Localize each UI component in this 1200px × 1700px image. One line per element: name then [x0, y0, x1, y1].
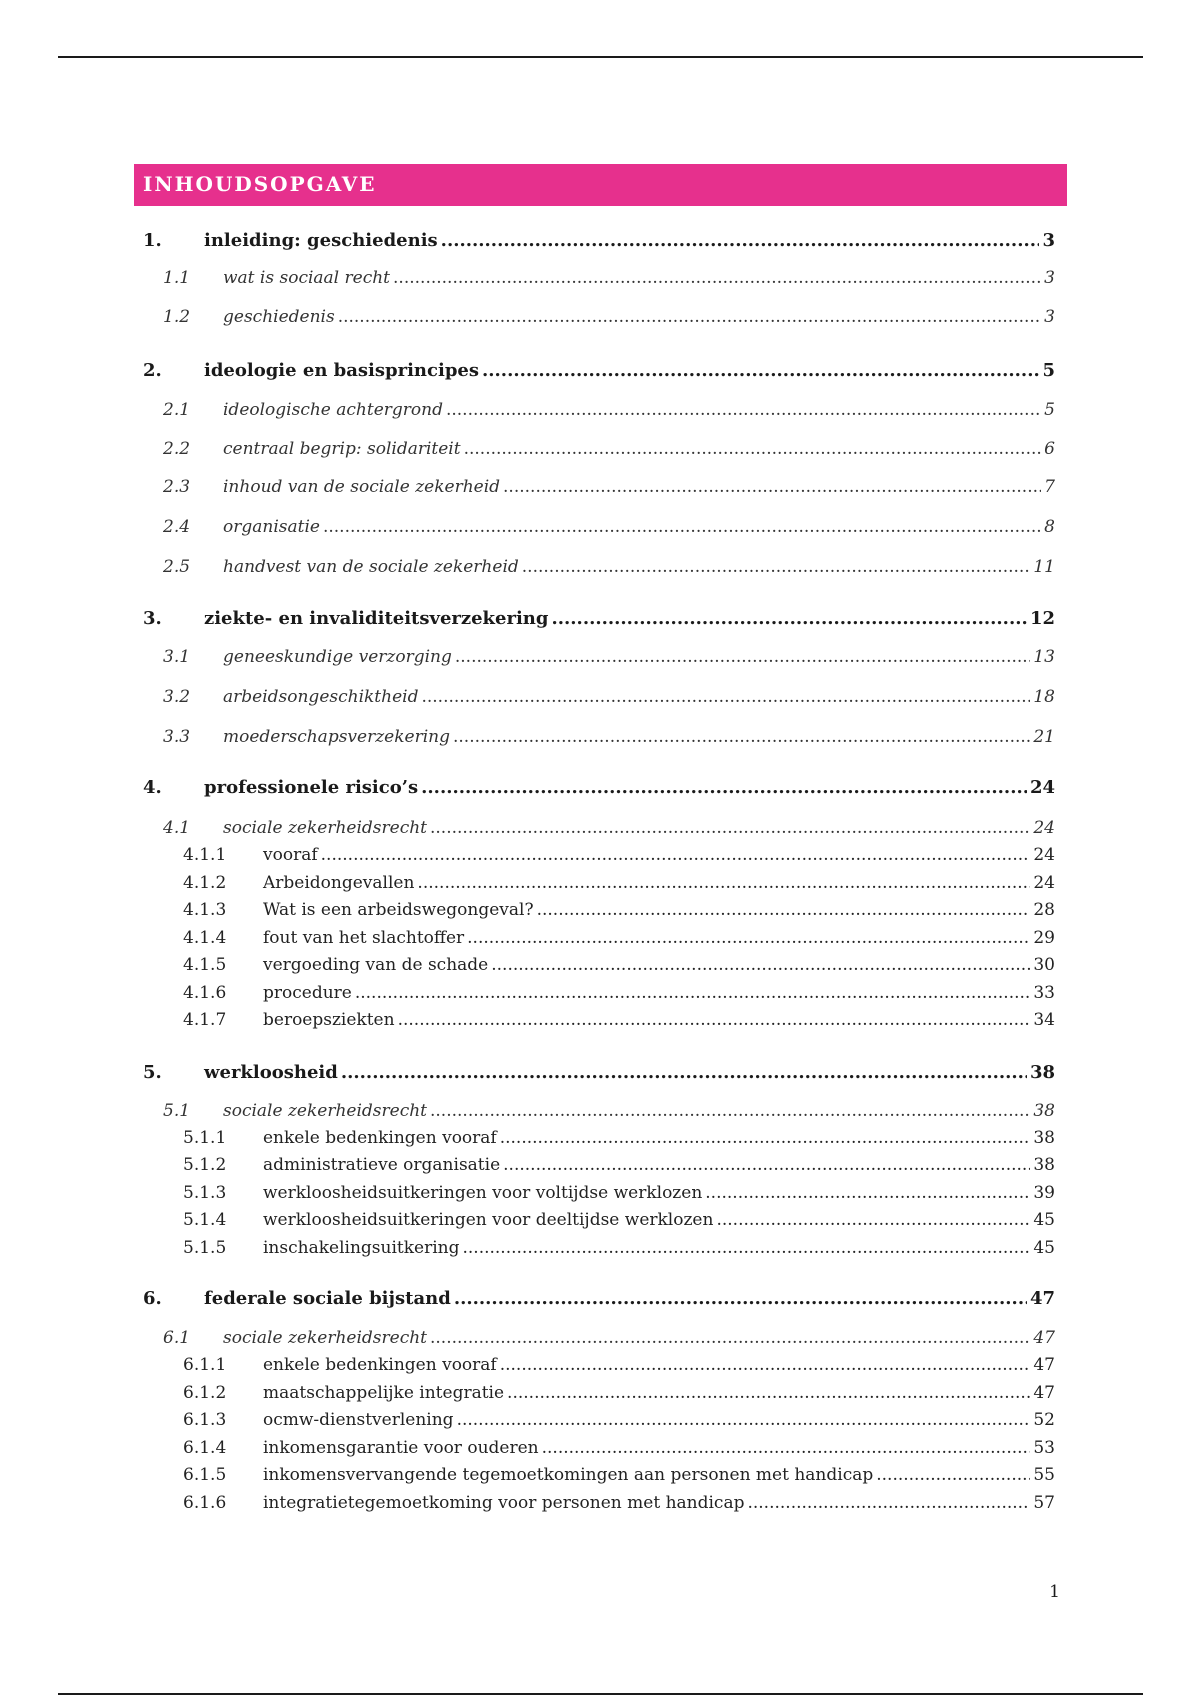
toc-entry-page: 39 — [1033, 1183, 1055, 1203]
toc-entry-title: inhoud van de sociale zekerheid — [223, 477, 501, 497]
toc-entry-level-2[interactable] — [163, 439, 1055, 463]
toc-entry-page: 6 — [1044, 439, 1055, 459]
toc-entry-number: 5.1.4 — [183, 1210, 227, 1230]
toc-entry-level-1[interactable] — [143, 230, 1055, 254]
toc-dot-leader — [457, 1410, 1031, 1430]
toc-entry-level-1[interactable] — [143, 360, 1055, 384]
toc-dot-leader — [464, 439, 1042, 459]
toc-entry-level-3[interactable] — [183, 1355, 1055, 1379]
toc-entry-page: 5 — [1044, 400, 1055, 420]
toc-entry-level-3[interactable] — [183, 845, 1055, 869]
toc-entry-level-3[interactable] — [183, 1493, 1055, 1517]
toc-entry-page: 34 — [1033, 1010, 1055, 1030]
toc-dot-leader — [430, 818, 1030, 838]
toc-entry-page: 47 — [1033, 1355, 1055, 1375]
page-title: INHOUDSOPGAVE — [143, 172, 377, 196]
toc-entry-number: 4.1.1 — [183, 845, 227, 865]
toc-entry-level-3[interactable] — [183, 1155, 1055, 1179]
toc-entry-page: 24 — [1029, 777, 1055, 798]
toc-entry-title: inleiding: geschiedenis — [204, 230, 438, 251]
toc-dot-leader — [500, 1355, 1031, 1375]
toc-entry-level-1[interactable] — [143, 1288, 1055, 1312]
toc-entry-title: fout van het slachtoffer — [263, 928, 465, 948]
toc-entry-number: 5. — [143, 1062, 162, 1083]
toc-entry-level-3[interactable] — [183, 1238, 1055, 1262]
toc-entry-title: federale sociale bijstand — [204, 1288, 451, 1309]
toc-entry-title: sociale zekerheidsrecht — [223, 1328, 427, 1348]
toc-entry-level-2[interactable] — [163, 727, 1055, 751]
toc-entry-number: 6.1.6 — [183, 1493, 227, 1513]
toc-entry-level-3[interactable] — [183, 983, 1055, 1007]
toc-dot-leader — [747, 1493, 1030, 1513]
toc-entry-number: 5.1.1 — [183, 1128, 227, 1148]
toc-dot-leader — [507, 1383, 1030, 1403]
toc-entry-number: 4.1.3 — [183, 900, 227, 920]
toc-entry-title: werkloosheidsuitkeringen voor deeltijdse werklozen — [263, 1210, 714, 1230]
toc-entry-title: sociale zekerheidsrecht — [223, 1101, 427, 1121]
toc-entry-page: 38 — [1029, 1062, 1055, 1083]
toc-dot-leader — [716, 1210, 1030, 1230]
toc-entry-title: inkomensgarantie voor ouderen — [263, 1438, 539, 1458]
toc-entry-number: 5.1.5 — [183, 1238, 227, 1258]
toc-entry-title: vooraf — [263, 845, 318, 865]
toc-entry-number: 3.2 — [163, 687, 191, 707]
toc-dot-leader — [503, 1155, 1030, 1175]
toc-entry-number: 6.1.2 — [183, 1383, 227, 1403]
toc-entry-page: 52 — [1033, 1410, 1055, 1430]
toc-dot-leader — [462, 1238, 1030, 1258]
toc-entry-number: 6.1.4 — [183, 1438, 227, 1458]
toc-entry-title: arbeidsongeschiktheid — [223, 687, 419, 707]
toc-dot-leader — [522, 557, 1031, 577]
toc-entry-number: 2.5 — [163, 557, 191, 577]
toc-entry-title: Wat is een arbeidswegongeval? — [263, 900, 534, 920]
toc-entry-level-2[interactable] — [163, 400, 1055, 424]
toc-entry-title: beroepsziekten — [263, 1010, 395, 1030]
toc-entry-level-2[interactable] — [163, 687, 1055, 711]
toc-entry-level-1[interactable] — [143, 1062, 1055, 1086]
toc-entry-title: professionele risico’s — [204, 777, 419, 798]
toc-entry-level-3[interactable] — [183, 928, 1055, 952]
toc-entry-title: inkomensvervangende tegemoetkomingen aan personen met handicap — [263, 1465, 874, 1485]
toc-entry-title: ideologische achtergrond — [223, 400, 443, 420]
toc-entry-page: 28 — [1033, 900, 1055, 920]
toc-entry-number: 4.1.6 — [183, 983, 227, 1003]
toc-dot-leader — [338, 307, 1041, 327]
toc-entry-page: 8 — [1044, 517, 1055, 537]
toc-entry-level-2[interactable] — [163, 1328, 1055, 1352]
toc-entry-title: wat is sociaal recht — [223, 268, 391, 288]
toc-entry-page: 24 — [1033, 845, 1055, 865]
toc-entry-level-2[interactable] — [163, 268, 1055, 292]
toc-entry-page: 33 — [1033, 983, 1055, 1003]
toc-entry-page: 30 — [1033, 955, 1055, 975]
toc-entry-page: 18 — [1033, 687, 1055, 707]
toc-entry-level-3[interactable] — [183, 1010, 1055, 1034]
toc-entry-number: 5.1 — [163, 1101, 191, 1121]
toc-entry-number: 6.1.1 — [183, 1355, 227, 1375]
toc-entry-number: 5.1.3 — [183, 1183, 227, 1203]
toc-entry-level-3[interactable] — [183, 1128, 1055, 1152]
toc-header-banner — [134, 164, 1067, 206]
toc-dot-leader — [453, 727, 1030, 747]
toc-entry-page: 3 — [1044, 268, 1055, 288]
top-rule — [58, 56, 1143, 58]
toc-entry-level-3[interactable] — [183, 873, 1055, 897]
toc-entry-title: vergoeding van de schade — [263, 955, 489, 975]
toc-entry-level-3[interactable] — [183, 1210, 1055, 1234]
toc-entry-level-3[interactable] — [183, 955, 1055, 979]
toc-entry-level-2[interactable] — [163, 1101, 1055, 1125]
toc-dot-leader — [323, 517, 1041, 537]
bottom-rule — [58, 1693, 1143, 1695]
toc-entry-number: 3.1 — [163, 647, 191, 667]
toc-entry-title: procedure — [263, 983, 352, 1003]
toc-entry-level-1[interactable] — [143, 608, 1055, 632]
toc-dot-leader — [876, 1465, 1030, 1485]
toc-entry-number: 3. — [143, 608, 162, 629]
toc-dot-leader — [421, 687, 1030, 707]
toc-entry-title: werkloosheid — [204, 1062, 338, 1083]
toc-dot-leader — [454, 1288, 1027, 1309]
toc-entry-page: 3 — [1044, 307, 1055, 327]
toc-entry-page: 47 — [1029, 1288, 1055, 1309]
toc-dot-leader — [393, 268, 1041, 288]
toc-dot-leader — [417, 873, 1030, 893]
toc-dot-leader — [467, 928, 1030, 948]
toc-entry-title: enkele bedenkingen vooraf — [263, 1128, 497, 1148]
toc-entry-number: 5.1.2 — [183, 1155, 227, 1175]
toc-entry-title: ziekte- en invaliditeitsverzekering — [204, 608, 549, 629]
toc-entry-page: 24 — [1033, 818, 1055, 838]
toc-entry-page: 21 — [1033, 727, 1055, 747]
toc-entry-level-1[interactable] — [143, 777, 1055, 801]
toc-entry-page: 45 — [1033, 1238, 1055, 1258]
toc-entry-number: 2.4 — [163, 517, 191, 537]
toc-entry-number: 4.1.7 — [183, 1010, 227, 1030]
toc-entry-page: 47 — [1033, 1328, 1055, 1348]
toc-entry-title: maatschappelijke integratie — [263, 1383, 505, 1403]
toc-entry-title: sociale zekerheidsrecht — [223, 818, 427, 838]
toc-dot-leader — [421, 777, 1027, 798]
toc-entry-title: organisatie — [223, 517, 320, 537]
toc-entry-title: ideologie en basisprincipes — [204, 360, 479, 381]
toc-entry-level-2[interactable] — [163, 647, 1055, 671]
toc-entry-page: 11 — [1033, 557, 1055, 577]
toc-dot-leader — [503, 477, 1041, 497]
toc-dot-leader — [542, 1438, 1031, 1458]
toc-dot-leader — [537, 900, 1031, 920]
toc-entry-level-3[interactable] — [183, 1410, 1055, 1434]
toc-dot-leader — [355, 983, 1031, 1003]
toc-entry-number: 1. — [143, 230, 162, 251]
toc-entry-level-2[interactable] — [163, 477, 1055, 501]
toc-entry-page: 12 — [1029, 608, 1055, 629]
toc-entry-title: inschakelingsuitkering — [263, 1238, 460, 1258]
toc-entry-number: 4.1.4 — [183, 928, 227, 948]
toc-entry-page: 24 — [1033, 873, 1055, 893]
toc-entry-page: 5 — [1042, 360, 1055, 381]
toc-dot-leader — [341, 1062, 1027, 1083]
toc-entry-page: 38 — [1033, 1101, 1055, 1121]
toc-entry-number: 6.1.5 — [183, 1465, 227, 1485]
toc-entry-level-3[interactable] — [183, 1438, 1055, 1462]
toc-entry-number: 2. — [143, 360, 162, 381]
toc-dot-leader — [705, 1183, 1030, 1203]
toc-entry-number: 1.2 — [163, 307, 191, 327]
toc-entry-title: handvest van de sociale zekerheid — [223, 557, 519, 577]
toc-dot-leader — [430, 1101, 1030, 1121]
toc-entry-number: 1.1 — [163, 268, 191, 288]
toc-entry-number: 3.3 — [163, 727, 191, 747]
toc-entry-page: 55 — [1033, 1465, 1055, 1485]
toc-entry-number: 4. — [143, 777, 162, 798]
toc-dot-leader — [321, 845, 1031, 865]
toc-entry-number: 4.1.5 — [183, 955, 227, 975]
toc-entry-number: 2.2 — [163, 439, 191, 459]
toc-dot-leader — [455, 647, 1030, 667]
toc-entry-title: Arbeidongevallen — [263, 873, 415, 893]
toc-dot-leader — [446, 400, 1041, 420]
toc-entry-title: integratietegemoetkoming voor personen met handicap — [263, 1493, 745, 1513]
toc-dot-leader — [430, 1328, 1030, 1348]
toc-entry-number: 6.1.3 — [183, 1410, 227, 1430]
toc-entry-title: centraal begrip: solidariteit — [223, 439, 461, 459]
toc-entry-number: 6. — [143, 1288, 162, 1309]
toc-entry-level-2[interactable] — [163, 557, 1055, 581]
toc-entry-title: moederschapsverzekering — [223, 727, 450, 747]
toc-entry-title: ocmw-dienstverlening — [263, 1410, 454, 1430]
toc-entry-page: 13 — [1033, 647, 1055, 667]
toc-dot-leader — [500, 1128, 1031, 1148]
toc-entry-number: 2.1 — [163, 400, 191, 420]
toc-dot-leader — [441, 230, 1040, 251]
toc-dot-leader — [491, 955, 1030, 975]
toc-entry-number: 2.3 — [163, 477, 191, 497]
toc-entry-page: 47 — [1033, 1383, 1055, 1403]
toc-entry-page: 57 — [1033, 1493, 1055, 1513]
toc-dot-leader — [551, 608, 1026, 629]
toc-entry-page: 38 — [1033, 1155, 1055, 1175]
toc-entry-page: 7 — [1044, 477, 1055, 497]
toc-entry-level-2[interactable] — [163, 517, 1055, 541]
toc-entry-number: 6.1 — [163, 1328, 191, 1348]
toc-entry-page: 29 — [1033, 928, 1055, 948]
toc-entry-title: geneeskundige verzorging — [223, 647, 452, 667]
toc-entry-level-3[interactable] — [183, 900, 1055, 924]
toc-entry-title: geschiedenis — [223, 307, 335, 327]
toc-entry-title: administratieve organisatie — [263, 1155, 501, 1175]
toc-entry-page: 45 — [1033, 1210, 1055, 1230]
toc-entry-number: 4.1.2 — [183, 873, 227, 893]
toc-entry-title: enkele bedenkingen vooraf — [263, 1355, 497, 1375]
toc-entry-level-3[interactable] — [183, 1465, 1055, 1489]
toc-entry-title: werkloosheidsuitkeringen voor voltijdse werklozen — [263, 1183, 703, 1203]
toc-entry-number: 4.1 — [163, 818, 191, 838]
toc-entry-level-3[interactable] — [183, 1383, 1055, 1407]
toc-dot-leader — [482, 360, 1039, 381]
toc-entry-page: 53 — [1033, 1438, 1055, 1458]
toc-entry-level-2[interactable] — [163, 307, 1055, 331]
toc-entry-page: 38 — [1033, 1128, 1055, 1148]
toc-entry-level-2[interactable] — [163, 818, 1055, 842]
toc-entry-level-3[interactable] — [183, 1183, 1055, 1207]
page-number: 1 — [1049, 1582, 1060, 1602]
toc-dot-leader — [398, 1010, 1031, 1030]
toc-entry-page: 3 — [1042, 230, 1055, 251]
